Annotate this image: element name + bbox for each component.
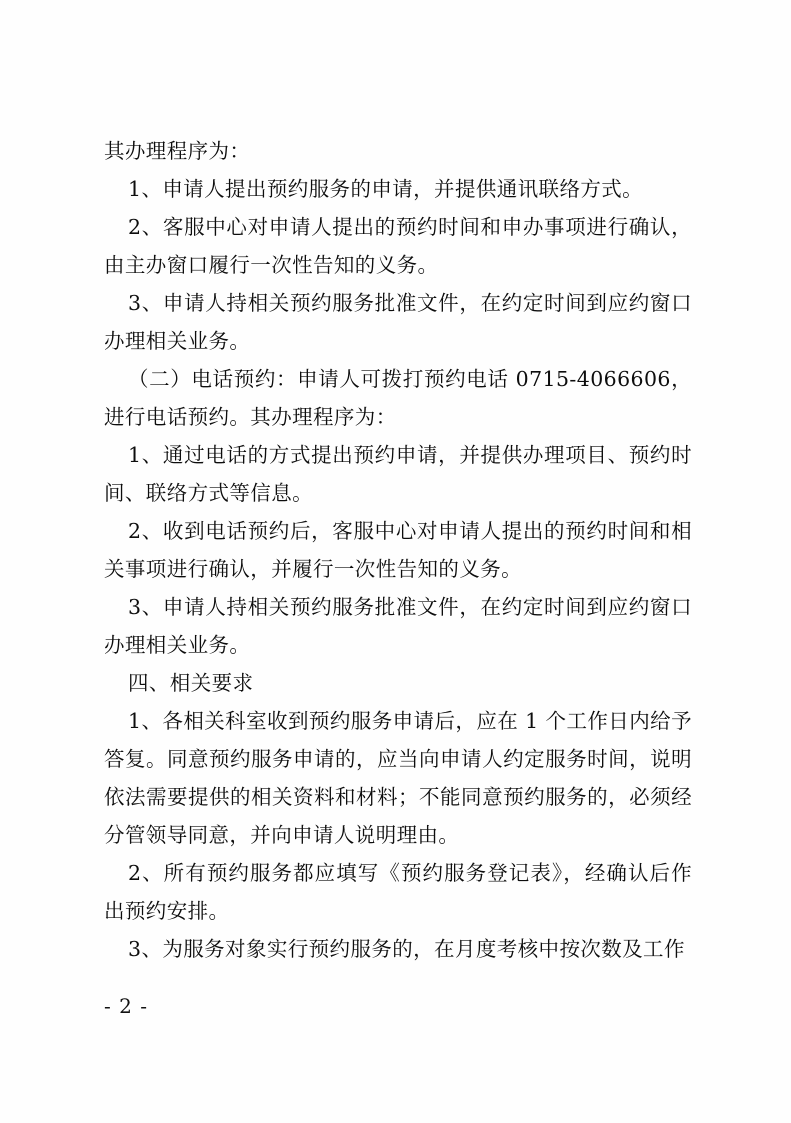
paragraph: 1、申请人提出预约服务的申请，并提供通讯联络方式。 — [128, 177, 644, 201]
paragraph: 1、通过电话的方式提出预约申请，并提供办理项目、预约时间、联络方式等信息。 — [104, 443, 692, 505]
paragraph: 2、收到电话预约后，客服中心对申请人提出的预约时间和相关事项进行确认，并履行一次性告知的义务。 — [104, 519, 692, 581]
document-body — [104, 132, 692, 968]
paragraph: （二）电话预约：申请人可拨打预约电话 0715-4066606，进行电话预约。其办理程序为： — [104, 367, 692, 429]
paragraph: 3、为服务对象实行预约服务的，在月度考核中按次数及工作 — [128, 937, 685, 961]
paragraph: 1、各相关科室收到预约服务申请后，应在 1 个工作日内给予答复。同意预约服务申请的，应当向申请人约定服务时间，说明依法需要提供的相关资料和材料；不能同意预约服务的，必须经分管领导同意，并向申请人说明理由。 — [104, 709, 692, 847]
page-number: - 2 - — [104, 994, 148, 1018]
section-heading: 四、相关要求 — [128, 671, 254, 695]
paragraph: 2、所有预约服务都应填写《预约服务登记表》，经确认后作出预约安排。 — [104, 861, 692, 923]
paragraph: 2、客服中心对申请人提出的预约时间和申办事项进行确认，由主办窗口履行一次性告知的义务。 — [104, 215, 692, 277]
paragraph: 3、申请人持相关预约服务批准文件，在约定时间到应约窗口办理相关业务。 — [104, 595, 692, 657]
paragraph: 其办理程序为： — [104, 139, 251, 163]
paragraph: 3、申请人持相关预约服务批准文件，在约定时间到应约窗口办理相关业务。 — [104, 291, 692, 353]
